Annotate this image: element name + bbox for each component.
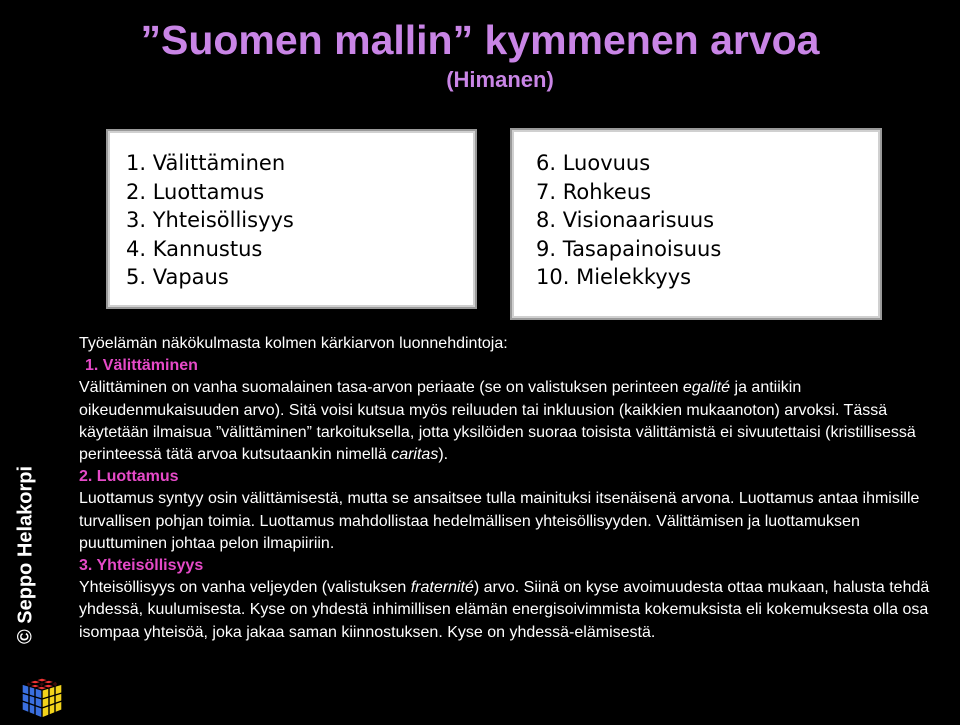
slide-title: ”Suomen mallin” kymmenen arvoa	[140, 17, 820, 63]
copyright-sidebar	[0, 450, 52, 660]
paragraph-text: ja antiikin oikeudenmukaisuuden arvo). Sitä voisi kutsua myös reiluuden tai inkluusion (kaikkien mukaanoton) arvoksi. Tässä käytetään ilmaisua ”välittäminen” tarkoituksella, jotta yksilöiden suoraa toisista välittämistä ei sivuutettaisi (kristillisessä perinteessä tätä arvoa kutsutaankin nimellä	[79, 379, 916, 464]
section-paragraph	[79, 577, 951, 644]
value-item: 5. Vapaus	[126, 265, 229, 290]
paragraph-text: ) arvo. Siinä on kyse avoimuudesta ottaa mukaan, halusta tehdä yhdessä, kuulumisesta. Kyse on yhdestä inhimillisen elämän energisoivimmista kokemuksista eli kokemuksesta olla osa isompaa yhteisöä, joka jakaa saman kiinnostuksen. Kyse on yhdessä-elämisestä.	[79, 579, 930, 641]
values-card-left	[106, 129, 477, 309]
value-item: 8. Visionaarisuus	[536, 208, 715, 233]
value-item: 1. Välittäminen	[126, 151, 286, 175]
section-heading: 2. Luottamus	[79, 468, 179, 486]
paragraph-text: Yhteisöllisyys on vanha veljeyden (valistuksen	[79, 579, 411, 597]
paragraph-text: Välittäminen on vanha suomalainen tasa-arvon periaate (se on valistuksen perinteen	[79, 379, 683, 397]
paragraph-emphasis: fraternité	[410, 579, 474, 597]
copyright-text: © Seppo Helakorpi	[14, 465, 37, 645]
value-item: 9. Tasapainoisuus	[536, 236, 722, 261]
rubik-cube-logo	[18, 676, 68, 725]
section-paragraph: Luottamus syntyy osin välittämisestä, mutta se ansaitsee tulla mainituksi itsenäisenä arvona. Luottamus antaa ihmisille turvallisen pohjan toimia. Luottamus mahdollistaa hedelmällisen yhteisöllisyyden. Välittämisen ja luottamuksen puuttuminen johtaa pelon ilmapiiriin.	[79, 490, 920, 552]
paragraph-emphasis: caritas	[391, 446, 439, 464]
values-card-right	[510, 128, 882, 320]
body-text	[79, 333, 951, 644]
section-heading: 1. Välittäminen	[85, 357, 198, 375]
section-paragraph	[79, 377, 951, 466]
value-item: 7. Rohkeus	[536, 179, 652, 204]
paragraph-text: ).	[438, 446, 449, 464]
paragraph-emphasis: egalité	[682, 379, 731, 397]
intro-text: Työelämän näkökulmasta kolmen kärkiarvon luonnehdintoja:	[79, 335, 508, 352]
slide-subtitle: (Himanen)	[446, 67, 554, 92]
value-item: 4. Kannustus	[126, 236, 263, 261]
value-item: 2. Luottamus	[126, 179, 265, 204]
value-item: 3. Yhteisöllisyys	[126, 208, 294, 233]
section-heading: 3. Yhteisöllisyys	[79, 557, 204, 575]
value-item: 6. Luovuus	[536, 151, 651, 175]
value-item: 10. Mielekkyys	[536, 265, 692, 290]
